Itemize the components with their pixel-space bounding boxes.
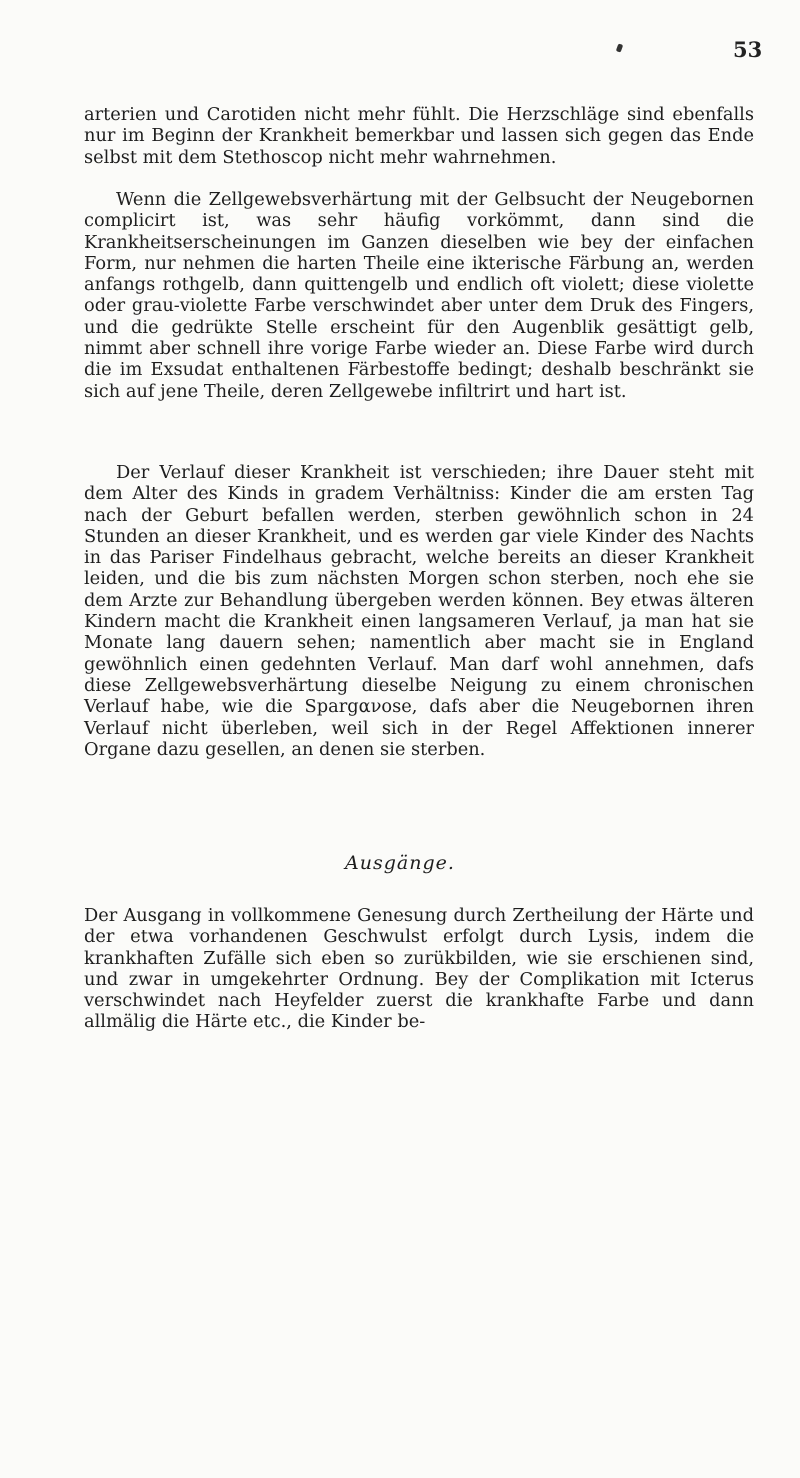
paragraph-text: Der Ausgang in vollkommene Genesung durch Zertheilung der Härte und der etwa vorhandenen Geschwulst erfolgt durch Lysis, indem die krankhaften Zufälle sich eben so zurükbilden, wie sie erschienen sind, und zwar in umgekehrter Ordnung. Bey der Complikation mit Icterus verschwindet nach Heyfelder zuerst die krankhafte Farbe und dann allmälig die Härte etc., die Kinder be- xyxy=(84,905,754,1033)
paragraph-complication-jaundice xyxy=(84,189,754,402)
section-heading: Ausgänge. xyxy=(345,852,455,874)
page-number: 53 xyxy=(733,37,763,62)
paragraph-course-of-disease xyxy=(84,462,754,760)
paragraph-text: Wenn die Zellgewebsverhärtung mit der Gelbsucht der Neugebornen complicirt ist, was sehr häufig vorkömmt, dann sind die Krankheitserscheinungen im Ganzen dieselben wie bey der einfachen Form, nur nehmen die harten Theile eine ikterische Färbung an, werden anfangs rothgelb, dann quittengelb und endlich oft violett; diese violette oder grau-violette Farbe verschwindet aber unter dem Druk des Fingers, und die gedrükte Stelle erscheint für den Augenblik gesättigt gelb, nimmt aber schnell ihre vorige Farbe wieder an. Diese Farbe wird durch die im Exsudat enthaltenen Färbestoffe bedingt; deshalb beschränkt sie sich auf jene Theile, deren Zellgewebe infiltrirt und hart ist. xyxy=(84,189,754,402)
paragraph-outcomes xyxy=(84,905,754,1033)
ink-mark-decoration xyxy=(616,43,623,52)
paragraph-text: arterien und Carotiden nicht mehr fühlt. Die Herzschläge sind ebenfalls nur im Beginn der Krankheit bemerkbar und lassen sich gegen das Ende selbst mit dem Stethoscop nicht mehr wahrnehmen. xyxy=(84,104,754,168)
paragraph-text: Der Verlauf dieser Krankheit ist verschieden; ihre Dauer steht mit dem Alter des Kinds in gradem Verhältniss: Kinder die am ersten Tag nach der Geburt befallen werden, sterben gewöhnlich schon in 24 Stunden an dieser Krankheit, und es werden gar viele Kinder des Nachts in das Pariser Findelhaus gebracht, welche bereits an dieser Krankheit leiden, und die bis zum nächsten Morgen schon sterben, noch ehe sie dem Arzte zur Behandlung übergeben werden können. Bey etwas älteren Kindern macht die Krankheit einen langsameren Verlauf, ja man hat sie Monate lang dauern sehen; namentlich aber macht sie in England gewöhnlich einen gedehnten Verlauf. Man darf wohl annehmen, dafs diese Zellgewebsverhärtung dieselbe Neigung zu einem chronischen Verlauf habe, wie die Spargανose, dafs aber die Neugebornen ihren Verlauf nicht überleben, weil sich in der Regel Affektionen innerer Organe dazu gesellen, an denen sie sterben. xyxy=(84,462,754,760)
paragraph-continuation xyxy=(84,104,754,168)
